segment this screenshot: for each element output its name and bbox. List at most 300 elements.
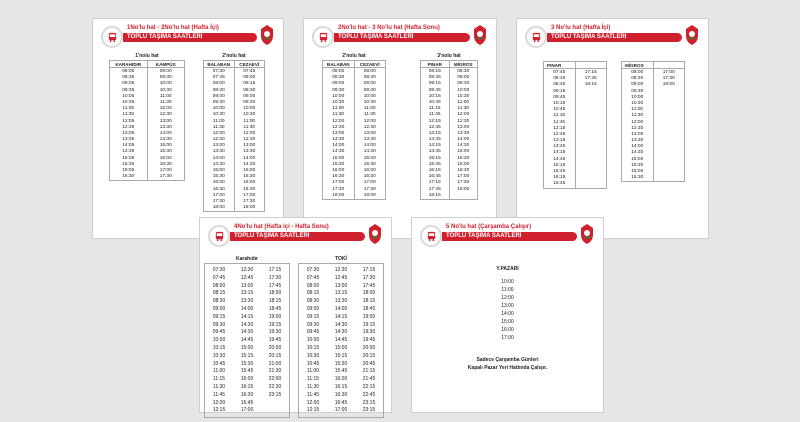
time-cell: 10:00 (332, 93, 345, 99)
time-cell: 18:15 (584, 82, 597, 88)
time-cell: 11:30 (332, 112, 345, 118)
time-list (654, 69, 685, 89)
time-cell: 17:30 (363, 186, 376, 192)
time-cell: 13:30 (243, 149, 256, 155)
time-cell: 14:00 (212, 155, 225, 161)
time-cell: 07:45 (306, 274, 320, 281)
time-cell: 16:00 (631, 169, 644, 174)
time-cell: 10:00 (159, 81, 172, 87)
time-cell: 07:45 (212, 75, 225, 81)
time-cell: 09:45 (553, 94, 566, 100)
time-cell: 13:00 (159, 118, 172, 124)
time-cell: 14:30 (212, 161, 225, 167)
time-cell: 17:00 (662, 70, 675, 75)
time-cell: 16:00 (457, 161, 470, 167)
time-cell: 15:45 (553, 169, 566, 174)
time-cell: 15:30 (457, 155, 470, 161)
note-line: Kapalı Pazar Yeri Hattında Çalışır. (467, 365, 548, 371)
time-cell: 13:15 (428, 130, 441, 136)
time-cell: 18:15 (268, 298, 282, 305)
time-cell: 11:15 (553, 113, 566, 119)
time-cell: 12:30 (457, 118, 470, 124)
time-cell: 14:00 (243, 155, 256, 161)
time-cell: 23:15 (362, 399, 376, 406)
time-cell: 13:00 (334, 282, 348, 289)
time-cell: 10:30 (159, 87, 172, 93)
time-cell: 16:45 (428, 174, 441, 180)
time-cell: 09:15 (212, 313, 226, 320)
time-cell: 14:30 (240, 329, 254, 336)
time-cell: 13:45 (428, 137, 441, 143)
time-cell: 18:00 (363, 192, 376, 198)
time-cell: 18:45 (362, 305, 376, 312)
time-cell: 14:15 (428, 143, 441, 149)
time-cell: 09:00 (243, 93, 256, 99)
municipality-logo-icon (259, 24, 275, 46)
time-cell: 18:45 (268, 305, 282, 312)
time-cell: 15:45 (240, 368, 254, 375)
time-cell: 17:15 (584, 70, 597, 75)
timetable (420, 60, 478, 200)
time-cell: 08:00 (306, 282, 320, 289)
time-list (450, 68, 478, 193)
stop-label: Karahıdır (236, 256, 258, 262)
time-cell: 16:45 (334, 399, 348, 406)
time-cell: 17:30 (243, 198, 256, 204)
card-header (418, 222, 597, 248)
line-label: 1'nolu hat (135, 53, 159, 59)
time-list (299, 266, 327, 415)
time-cell: 13:15 (334, 290, 348, 297)
migros-block (621, 61, 685, 182)
time-cell: 11:30 (363, 112, 376, 118)
time-cell: 08:00 (363, 69, 376, 74)
time-list (355, 266, 383, 415)
timetable (298, 263, 384, 418)
time-cell: 19:45 (268, 337, 282, 344)
time-cell: 19:45 (362, 337, 376, 344)
time-list (622, 69, 653, 181)
time-cell: 08:00 (332, 69, 345, 74)
line-2-block (322, 53, 386, 200)
time-cell: 11:15 (428, 106, 441, 112)
time-cell: 11:30 (159, 99, 172, 105)
time-cell: 10:30 (332, 99, 345, 105)
card-title: 5 No'lu hat (Çarşamba Çalışır) (446, 224, 532, 230)
time-cell: 15:00 (363, 155, 376, 161)
time-cell: 10:45 (306, 360, 320, 367)
time-cell: 15:30 (332, 161, 345, 167)
time-cell: 10:05 (122, 93, 135, 99)
time-cell: 22:00 (268, 376, 282, 383)
time-cell: 21:00 (268, 360, 282, 367)
time-cell: 15:30 (159, 149, 172, 155)
stop-label: Y.PAZARI (496, 266, 519, 272)
time-cell: 16:30 (240, 391, 254, 398)
timetable (322, 60, 386, 200)
time-cell: 17:45 (584, 76, 597, 82)
time-cell: 12:00 (501, 295, 514, 301)
time-cell: 16:30 (243, 186, 256, 192)
schedule-banner: TOPLU TAŞIMA SAATLERİ (230, 232, 365, 241)
line-2-block (203, 53, 265, 212)
time-cell: 21:30 (268, 368, 282, 375)
time-cell: 08:35 (122, 75, 135, 81)
time-cell: 12:45 (553, 131, 566, 137)
time-cell: 10:45 (428, 99, 441, 105)
time-list (235, 68, 265, 211)
time-cell: 09:30 (457, 81, 470, 87)
time-cell: 15:15 (334, 352, 348, 359)
time-cell: 17:00 (243, 192, 256, 198)
time-cell: 12:15 (428, 118, 441, 124)
time-cell: 12:00 (243, 130, 256, 136)
time-cell: 14:00 (240, 305, 254, 312)
time-cell: 11:00 (363, 106, 376, 112)
time-cell: 18:00 (457, 186, 470, 192)
timetable (543, 61, 607, 189)
time-cell: 11:45 (306, 391, 320, 398)
time-cell: 08:30 (363, 75, 376, 81)
time-cell: 09:45 (306, 329, 320, 336)
time-cell: 11:45 (212, 391, 226, 398)
time-cell: 12:00 (363, 118, 376, 124)
time-cell: 11:00 (306, 368, 320, 375)
time-cell: 13:00 (212, 143, 225, 149)
time-cell: 17:00 (240, 407, 254, 414)
time-cell: 15:35 (122, 161, 135, 167)
time-cell: 15:00 (501, 319, 514, 325)
time-cell: 09:15 (306, 313, 320, 320)
time-cell: 18:00 (212, 205, 225, 211)
column-header: MİGROS (450, 61, 478, 68)
time-cell: 17:00 (159, 168, 172, 173)
time-cell: 12:45 (334, 274, 348, 281)
column-header: CEZAEVİ (235, 61, 265, 68)
time-cell: 09:30 (363, 87, 376, 93)
time-cell: 14:30 (631, 150, 644, 156)
time-cell: 14:30 (334, 321, 348, 328)
time-cell: 16:30 (457, 168, 470, 173)
time-cell: 07:30 (212, 267, 226, 273)
time-cell: 12:30 (332, 124, 345, 130)
line-1-block (109, 53, 185, 181)
time-cell: 10:30 (631, 100, 644, 106)
time-cell: 11:30 (212, 124, 225, 130)
time-cell: 16:45 (553, 181, 566, 187)
time-cell: 12:30 (240, 267, 254, 273)
schedule-banner: TOPLU TAŞIMA SAATLERİ (442, 232, 577, 241)
time-cell: 12:30 (631, 125, 644, 131)
time-cell: 10:00 (212, 337, 226, 344)
time-cell: 20:00 (268, 344, 282, 351)
time-cell: 11:00 (212, 118, 225, 124)
time-cell: 13:30 (363, 137, 376, 143)
column-header: CEZAEVİ (355, 61, 386, 68)
time-cell: 09:30 (306, 321, 320, 328)
time-cell: 14:00 (334, 305, 348, 312)
time-cell: 14:30 (363, 149, 376, 155)
schedule-card-line-3-weekday (516, 18, 709, 239)
time-cell: 13:30 (332, 137, 345, 143)
time-cell: 10:30 (363, 99, 376, 105)
time-cell: 19:00 (362, 313, 376, 320)
time-cell: 19:30 (362, 329, 376, 336)
time-cell: 12:15 (306, 407, 320, 414)
time-cell: 15:00 (332, 155, 345, 161)
time-cell: 09:00 (631, 82, 644, 88)
time-cell: 20:15 (362, 352, 376, 359)
time-cell: 16:30 (363, 174, 376, 180)
card-header (310, 23, 490, 49)
time-cell: 17:30 (212, 198, 225, 204)
time-cell: 15:00 (631, 156, 644, 162)
schedule-card-line-1-2-weekday (92, 18, 284, 239)
time-cell: 10:15 (306, 344, 320, 351)
time-cell: 17:45 (428, 186, 441, 192)
time-cell: 10:00 (363, 93, 376, 99)
time-cell: 11:45 (553, 119, 566, 125)
time-cell: 12:30 (334, 267, 348, 273)
time-cell: 10:35 (122, 99, 135, 105)
time-list (412, 278, 603, 342)
time-cell: 15:15 (428, 155, 441, 161)
time-cell: 09:00 (332, 81, 345, 87)
time-cell: 11:45 (428, 112, 441, 118)
time-cell: 15:30 (240, 360, 254, 367)
time-cell: 12:15 (212, 407, 226, 414)
time-cell: 12:15 (553, 125, 566, 131)
time-cell: 23:15 (268, 391, 282, 398)
time-cell: 16:00 (501, 327, 514, 333)
time-cell: 17:00 (501, 335, 514, 341)
time-cell: 11:05 (122, 106, 135, 112)
time-cell: 09:15 (553, 88, 566, 94)
time-cell: 10:00 (306, 337, 320, 344)
time-list (204, 68, 234, 211)
card-header (99, 23, 277, 49)
time-cell: 07:45 (243, 69, 256, 74)
card-header (206, 222, 385, 248)
time-cell: 22:15 (362, 383, 376, 390)
time-cell: 14:45 (428, 149, 441, 155)
time-cell: 08:00 (212, 282, 226, 289)
time-cell: 15:15 (240, 352, 254, 359)
time-cell: 11:00 (159, 93, 172, 99)
line-label: 2'nolu hat (222, 53, 246, 59)
card-title: 4No'lu hat (Hafta içi - Hafta Sonu) (234, 224, 329, 230)
time-cell: 08:15 (306, 290, 320, 297)
schedule-banner: TOPLU TAŞIMA SAATLERİ (547, 33, 682, 42)
time-cell: 14:15 (240, 313, 254, 320)
time-cell: 18:00 (332, 192, 345, 198)
time-cell: 13:45 (553, 144, 566, 150)
column-header: KAMPÜS (148, 61, 185, 68)
time-cell: 10:30 (457, 93, 470, 99)
time-cell: 14:00 (363, 143, 376, 149)
time-cell: 09:30 (159, 75, 172, 81)
time-cell: 14:45 (334, 337, 348, 344)
time-cell: 13:00 (631, 131, 644, 137)
karahidir-block (204, 256, 290, 418)
time-list (323, 68, 354, 199)
time-cell: 16:45 (240, 399, 254, 406)
time-cell: 13:30 (159, 124, 172, 130)
time-cell: 08:30 (243, 87, 256, 93)
time-cell: 14:30 (159, 137, 172, 143)
card-header (523, 23, 702, 49)
time-cell: 13:00 (332, 130, 345, 136)
time-cell: 15:15 (553, 162, 566, 168)
time-cell: 17:30 (662, 76, 675, 82)
time-cell: 11:30 (457, 106, 470, 112)
time-cell: 08:30 (332, 75, 345, 81)
time-cell: 13:30 (631, 138, 644, 144)
time-cell: 11:30 (631, 113, 644, 119)
time-cell: 12:30 (212, 137, 225, 143)
schedule-card-line-5 (411, 217, 604, 413)
time-cell: 16:15 (334, 383, 348, 390)
time-cell: 07:30 (306, 267, 320, 273)
bus-icon (312, 26, 334, 48)
time-cell: 09:30 (243, 99, 256, 105)
time-list (327, 266, 355, 415)
schedule-card-line-2-3-weekend (303, 18, 497, 239)
time-cell: 08:00 (631, 70, 644, 75)
time-cell: 10:30 (306, 352, 320, 359)
time-cell: 15:00 (212, 168, 225, 173)
time-cell: 08:30 (306, 298, 320, 305)
card-title: 2No'lu hat - 3 No'lu hat (Hafta Sonu) (338, 25, 440, 31)
time-cell: 20:00 (362, 344, 376, 351)
time-cell: 15:30 (243, 174, 256, 180)
time-cell: 20:45 (362, 360, 376, 367)
time-cell: 09:00 (212, 93, 225, 99)
stop-label: TOKİ (335, 256, 347, 262)
time-cell: 08:00 (243, 75, 256, 81)
time-cell: 11:00 (243, 118, 256, 124)
time-cell: 13:35 (122, 137, 135, 143)
time-cell: 16:30 (122, 174, 135, 180)
time-cell: 07:45 (212, 274, 226, 281)
time-cell: 15:00 (457, 149, 470, 155)
time-list (421, 68, 449, 199)
time-cell: 13:30 (334, 298, 348, 305)
time-cell: 16:00 (332, 168, 345, 173)
time-cell: 13:00 (240, 282, 254, 289)
time-cell: 10:15 (428, 93, 441, 99)
time-cell: 12:30 (243, 137, 256, 143)
time-cell: 09:00 (457, 75, 470, 81)
bus-icon (420, 225, 442, 247)
time-cell: 14:15 (334, 313, 348, 320)
time-cell: 17:45 (268, 282, 282, 289)
time-cell: 13:05 (122, 130, 135, 136)
time-cell: 10:00 (501, 279, 514, 285)
time-cell: 14:15 (553, 150, 566, 156)
time-cell: 09:30 (212, 321, 226, 328)
time-cell: 15:30 (334, 360, 348, 367)
time-cell: 14:30 (334, 329, 348, 336)
time-cell: 13:00 (457, 124, 470, 130)
time-cell: 12:00 (212, 399, 226, 406)
time-cell: 15:00 (334, 344, 348, 351)
time-cell: 15:00 (240, 344, 254, 351)
time-list (576, 69, 607, 89)
time-cell: 09:35 (122, 87, 135, 93)
time-cell: 12:00 (332, 118, 345, 124)
schedule-banner: TOPLU TAŞIMA SAATLERİ (334, 33, 470, 42)
time-cell: 19:30 (268, 329, 282, 336)
time-cell: 10:00 (631, 94, 644, 100)
timetable (204, 263, 290, 418)
time-cell: 13:15 (553, 138, 566, 144)
time-cell: 16:15 (428, 168, 441, 173)
time-cell: 14:00 (631, 144, 644, 150)
time-cell: 15:00 (159, 143, 172, 149)
time-cell: 17:30 (332, 186, 345, 192)
schedule-card-line-4 (199, 217, 392, 413)
time-cell: 17:15 (362, 267, 376, 273)
column-header: MİGROS (622, 62, 653, 69)
time-cell: 17:00 (332, 180, 345, 186)
time-cell: 09:05 (122, 81, 135, 87)
time-cell: 14:00 (332, 143, 345, 149)
time-cell: 09:00 (306, 305, 320, 312)
municipality-logo-icon (367, 223, 383, 245)
time-cell: 17:00 (457, 174, 470, 180)
time-cell: 16:15 (240, 383, 254, 390)
time-cell: 15:45 (334, 368, 348, 375)
time-cell: 10:45 (553, 107, 566, 113)
time-cell: 13:30 (212, 149, 225, 155)
time-cell: 07:45 (553, 70, 566, 75)
time-cell: 09:00 (212, 305, 226, 312)
time-cell: 12:00 (631, 119, 644, 125)
time-cell: 15:05 (122, 155, 135, 161)
time-cell: 07:30 (212, 69, 225, 74)
time-cell: 11:30 (212, 383, 226, 390)
time-cell: 08:45 (553, 82, 566, 88)
time-cell: 10:00 (212, 106, 225, 112)
time-cell: 22:30 (268, 383, 282, 390)
time-cell: 12:00 (457, 112, 470, 118)
time-cell: 08:30 (457, 69, 470, 74)
time-cell: 14:00 (501, 311, 514, 317)
time-cell: 16:00 (240, 376, 254, 383)
time-cell: 11:15 (212, 376, 226, 383)
time-cell: 13:30 (457, 130, 470, 136)
time-list (233, 266, 261, 415)
time-cell: 10:15 (212, 344, 226, 351)
time-cell: 18:00 (268, 290, 282, 297)
bus-icon (101, 26, 123, 48)
time-cell: 09:00 (159, 69, 172, 74)
time-cell: 16:30 (332, 174, 345, 180)
time-cell: 09:30 (332, 87, 345, 93)
time-cell: 08:05 (122, 69, 135, 74)
time-cell: 12:45 (428, 124, 441, 130)
time-cell: 12:30 (159, 112, 172, 118)
time-cell: 18:00 (662, 82, 675, 88)
time-cell: 14:35 (122, 149, 135, 155)
time-cell: 17:15 (428, 180, 441, 186)
time-cell: 08:30 (631, 76, 644, 82)
time-cell: 15:30 (363, 161, 376, 167)
time-cell: 12:00 (159, 106, 172, 112)
time-cell: 12:00 (306, 399, 320, 406)
time-cell: 16:00 (159, 155, 172, 161)
